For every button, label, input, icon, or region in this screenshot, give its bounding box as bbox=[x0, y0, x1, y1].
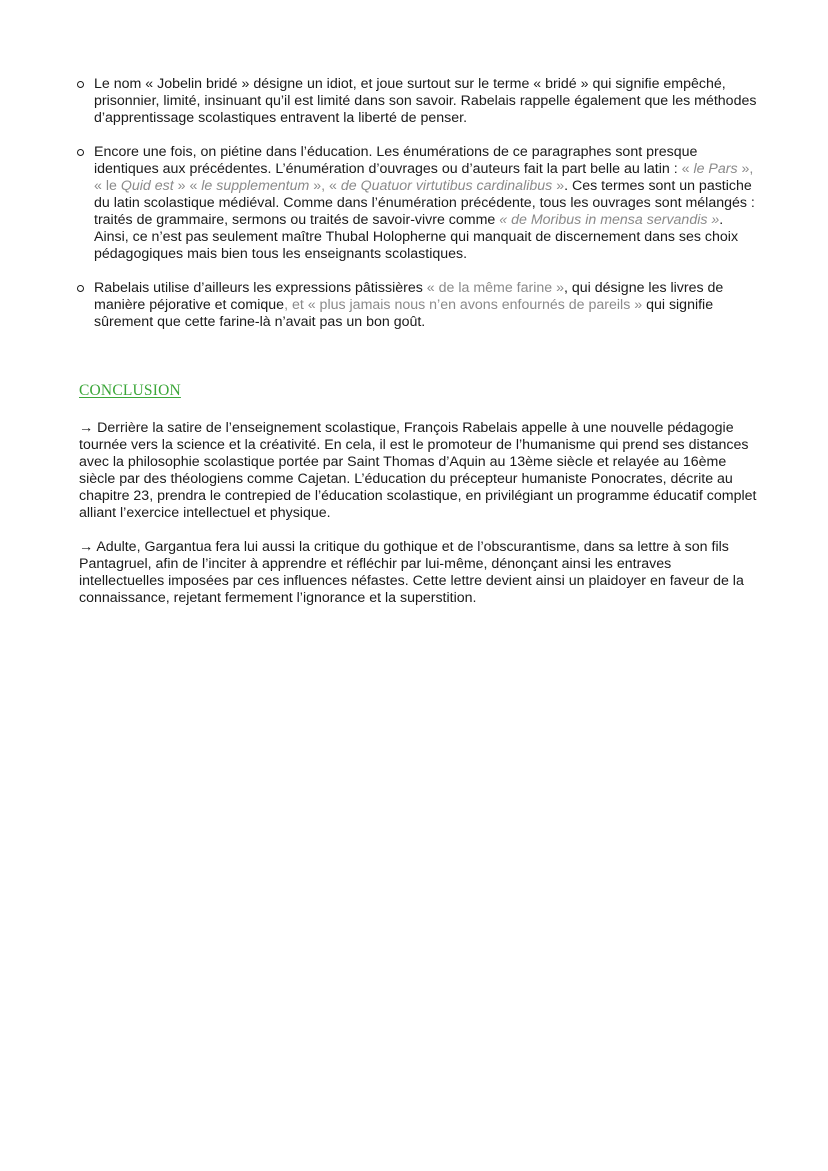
bullet-jobelin-text: Le nom « Jobelin bridé » désigne un idiot, et joue surtout sur le terme « bridé » qui signifie empêché, prisonnier, limité, insinuant qu’il est limité dans son savoir. Rabelais rappelle également que les méthodes d’apprentissage scolastiques entravent la liberté de penser. bbox=[94, 76, 757, 126]
latin-title-moribus: « de Moribus in mensa servandis » bbox=[499, 212, 720, 228]
latin-quote-mark: » bbox=[552, 178, 565, 194]
analysis-bullet-list bbox=[77, 76, 757, 348]
bullet-patissieres-text-2: , qui désigne les livres de manière péjorative et comique bbox=[94, 280, 724, 313]
quote-meme-farine: « de la même farine » bbox=[426, 280, 565, 296]
conclusion-paragraph-1: → Derrière la satire de l’enseignement scolastique, François Rabelais appelle à une nouvelle pédagogie tournée vers la science et la créativité. En cela, il est le promoteur de l’humanisme qui prend ses distances avec la philosophie scolastique portée par Saint Thomas d’Aquin au 13ème siècle et relayée au 16ème siècle par des théologiens comme Cajetan. L’éducation du précepteur humaniste Ponocrates, décrite au chapitre 23, prendra le contrepied de l’éducation scolastique, en privilégiant un programme éducatif complet alliant l’exercice intellectuel et physique. bbox=[79, 420, 757, 521]
latin-quote-mark: « bbox=[681, 161, 694, 177]
bullet-patissieres bbox=[77, 280, 757, 331]
latin-title-quid-est: Quid est bbox=[120, 178, 174, 194]
bullet-education-text-1: Encore une fois, on piétine dans l’éducation. Les énumérations de ce paragraphes sont presque identiques aux précédentes. L’énumération d’ouvrages ou d’auteurs fait la part belle au latin : bbox=[94, 144, 698, 177]
latin-quote-mark: », « bbox=[309, 178, 341, 194]
bullet-patissieres-text-3: qui signifie sûrement que cette farine-là n’avait pas un bon goût. bbox=[94, 297, 714, 330]
bullet-education-text-2: . Ces termes sont un pastiche du latin scolastique médiéval. Comme dans l’énumération précédente, tous les ouvrages sont mélangés : traités de grammaire, sermons ou traités de savoir-vivre comme bbox=[94, 178, 755, 228]
bullet-education-text-3: . Ainsi, ce n’est pas seulement maître Thubal Holopherne qui manquait de discernement dans ses choix pédagogiques mais bien tous les enseignants scolastiques. bbox=[94, 212, 739, 262]
latin-title-quatuor: de Quatuor virtutibus cardinalibus bbox=[340, 178, 553, 194]
quote-enfournes: , et « plus jamais nous n’en avons enfournés de pareils » bbox=[284, 297, 643, 313]
bullet-patissieres-text-1: Rabelais utilise d’ailleurs les expressions pâtissières bbox=[94, 280, 427, 296]
conclusion-heading: CONCLUSION bbox=[79, 382, 181, 399]
latin-title-pars: le Pars bbox=[693, 161, 738, 177]
conclusion-paragraph-2: → Adulte, Gargantua fera lui aussi la critique du gothique et de l’obscurantisme, dans sa lettre à son fils Pantagruel, afin de l’inciter à apprendre et réfléchir par lui-même, dénonçant ainsi les entraves intellectuelles imposées par ces influences néfastes. Cette lettre devient ainsi un plaidoyer en faveur de la connaissance, rejetant fermement l’ignorance et la superstition. bbox=[79, 539, 744, 606]
latin-title-supplementum: le supplementum bbox=[201, 178, 310, 194]
latin-quote-mark: », « le bbox=[94, 161, 754, 194]
latin-quote-mark: » « bbox=[173, 178, 202, 194]
bullet-jobelin bbox=[77, 76, 757, 127]
bullet-education bbox=[77, 144, 757, 263]
